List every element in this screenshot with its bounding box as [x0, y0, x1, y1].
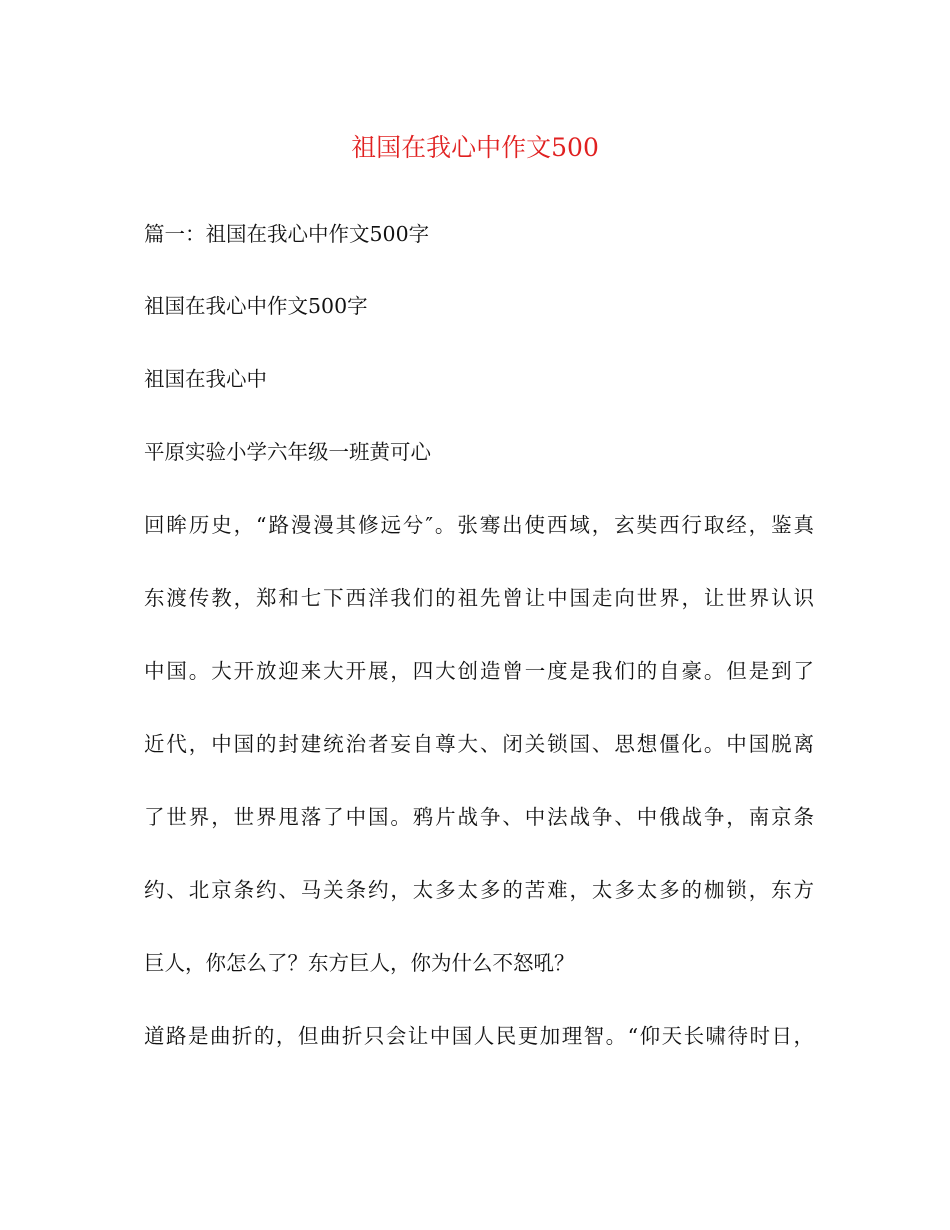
paragraph-line: 中国。大开放迎来大开展，四大创造曾一度是我们的自豪。但是到了	[144, 659, 814, 683]
author-line: 平原实验小学六年级一班黄可心	[144, 440, 431, 464]
paragraph-line: 回眸历史，“路漫漫其修远兮″。张骞出使西域，玄奘西行取经，鉴真	[144, 513, 814, 537]
paragraph-line: 近代，中国的封建统治者妄自尊大、闭关锁国、思想僵化。中国脱离	[144, 732, 814, 756]
essay-subtitle: 祖国在我心中	[144, 367, 267, 391]
section-heading: 篇一：祖国在我心中作文500字	[144, 222, 430, 246]
paragraph-line: 约、北京条约、马关条约，太多太多的苦难，太多太多的枷锁，东方	[144, 878, 814, 902]
paragraph-line: 道路是曲折的，但曲折只会让中国人民更加理智。“仰天长啸待时日，	[144, 1024, 814, 1048]
paragraph-line: 巨人，你怎么了？东方巨人，你为什么不怒吼？	[144, 951, 575, 975]
paragraph-line: 了世界，世界甩落了中国。鸦片战争、中法战争、中俄战争，南京条	[144, 805, 814, 829]
paragraph-line: 东渡传教，郑和七下西洋我们的祖先曾让中国走向世界，让世界认识	[144, 586, 814, 610]
essay-title: 祖国在我心中作文500字	[144, 294, 368, 318]
document-title: 祖国在我心中作文500	[351, 133, 599, 162]
